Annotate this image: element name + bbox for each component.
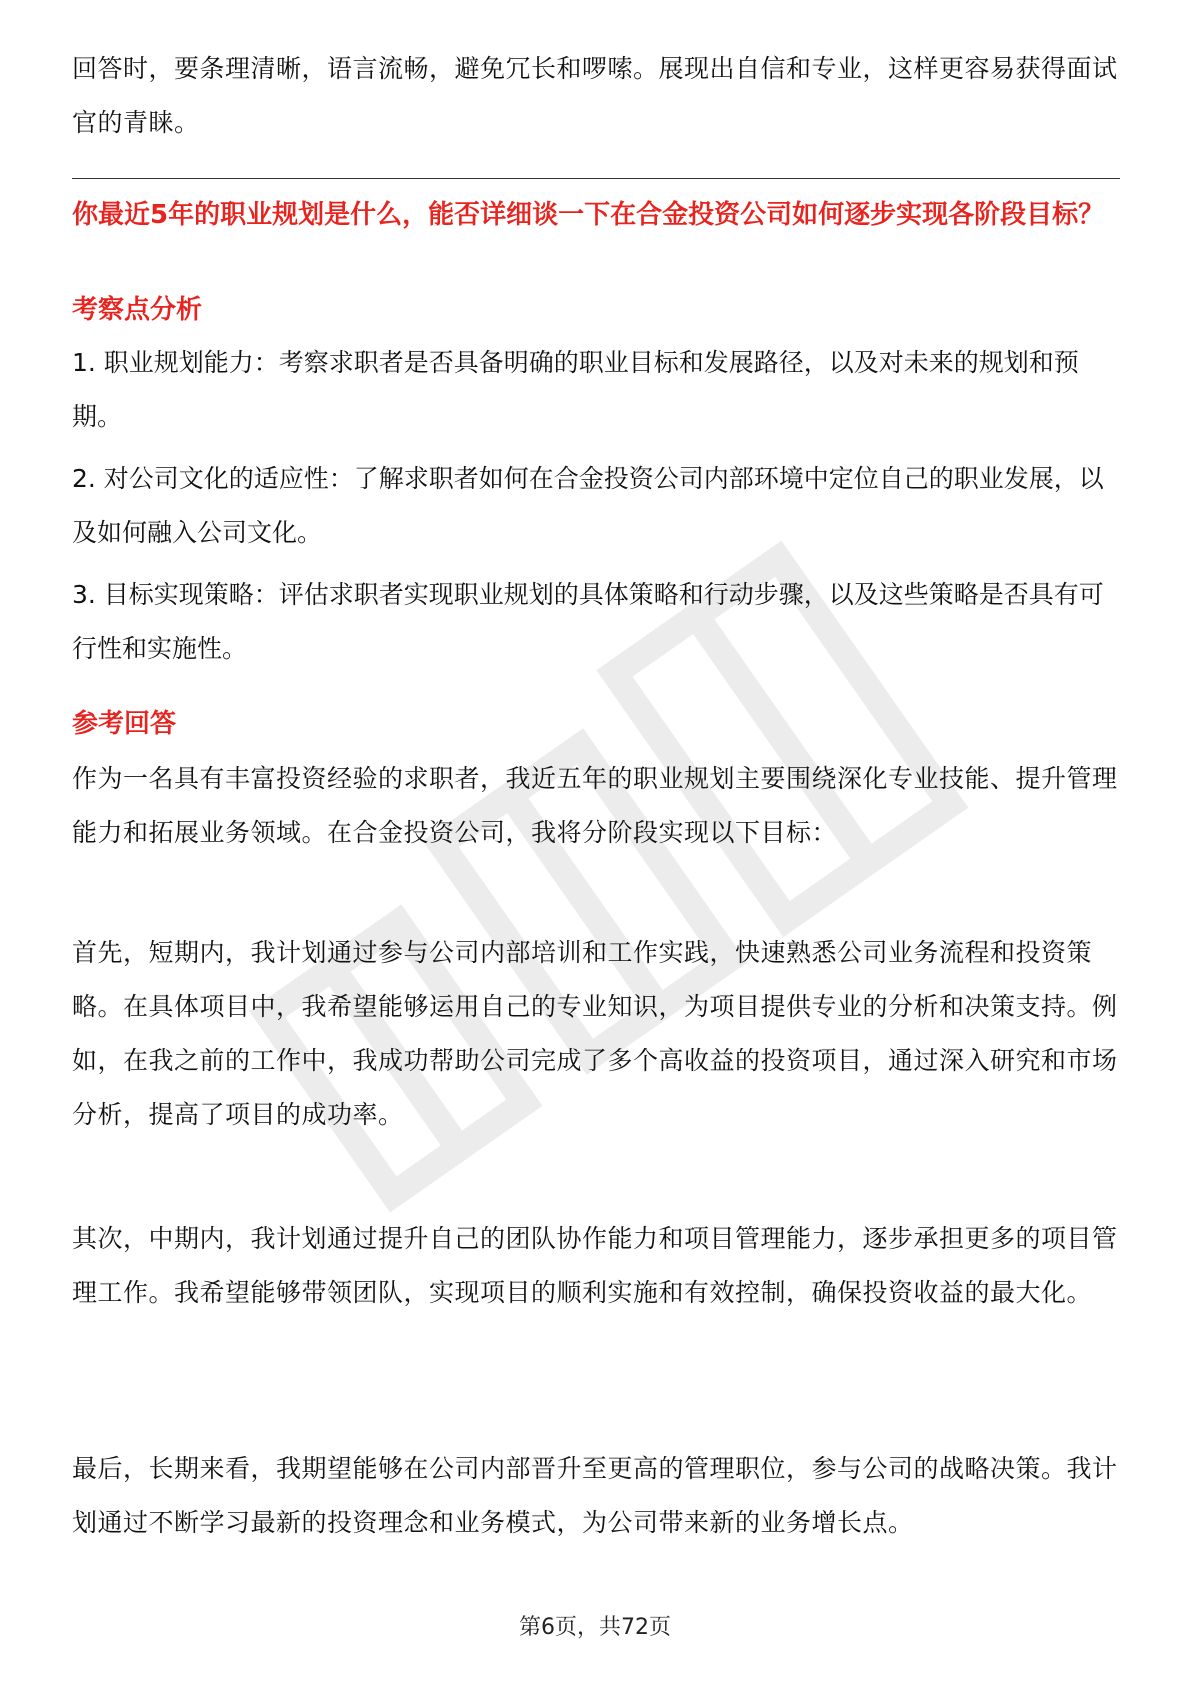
section-divider <box>72 178 1120 179</box>
analysis-item: 3. 目标实现策略：评估求职者实现职业规划的具体策略和行动步骤，以及这些策略是否具有可行性和实施性。 <box>72 580 1104 663</box>
answer-paragraph: 最后，长期来看，我期望能够在公司内部晋升至更高的管理职位，参与公司的战略决策。我计划通过不断学习最新的投资理念和业务模式，为公司带来新的业务增长点。 <box>72 1454 1118 1537</box>
answer-paragraph: 首先，短期内，我计划通过参与公司内部培训和工作实践，快速熟悉公司业务流程和投资策略。在具体项目中，我希望能够运用自己的专业知识，为项目提供专业的分析和决策支持。例如，在我之前的工作中，我成功帮助公司完成了多个高收益的投资项目，通过深入研究和市场分析，提高了项目的成功率。 <box>72 938 1118 1129</box>
analysis-list <box>72 336 1120 684</box>
analysis-item: 2. 对公司文化的适应性：了解求职者如何在合金投资公司内部环境中定位自己的职业发展，以及如何融入公司文化。 <box>72 464 1104 547</box>
answer-intro: 作为一名具有丰富投资经验的求职者，我近五年的职业规划主要围绕深化专业技能、提升管理能力和拓展业务领域。在合金投资公司，我将分阶段实现以下目标： <box>72 764 1118 847</box>
analysis-item: 1. 职业规划能力：考察求职者是否具备明确的职业目标和发展路径，以及对未来的规划和预期。 <box>72 348 1079 431</box>
answer-heading: 参考回答 <box>72 709 177 739</box>
intro-paragraph: 回答时，要条理清晰，语言流畅，避免冗长和啰嗦。展现出自信和专业，这样更容易获得面试官的青睐。 <box>72 54 1118 137</box>
answer-paragraph: 其次，中期内，我计划通过提升自己的团队协作能力和项目管理能力，逐步承担更多的项目管理工作。我希望能够带领团队，实现项目的顺利实施和有效控制，确保投资收益的最大化。 <box>72 1224 1118 1307</box>
page-number-footer: 第6页，共72页 <box>519 1615 671 1640</box>
question-heading: 你最近5年的职业规划是什么，能否详细谈一下在合金投资公司如何逐步实现各阶段目标？ <box>72 200 1105 230</box>
analysis-heading: 考察点分析 <box>72 295 203 325</box>
